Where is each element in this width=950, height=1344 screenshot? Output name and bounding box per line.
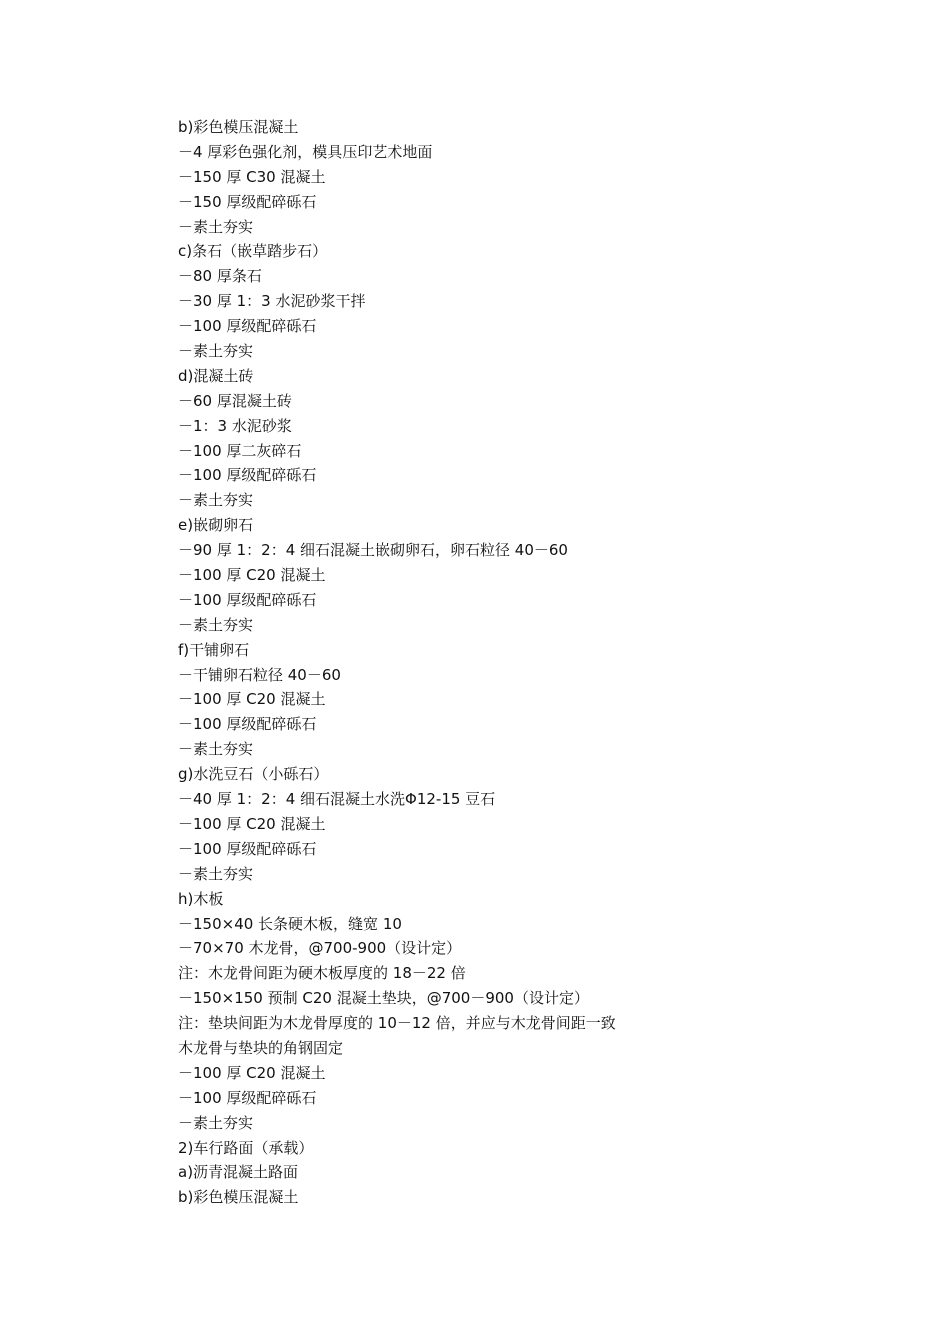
- text-line: e)嵌砌卵石: [178, 516, 254, 535]
- text-line: －150 厚级配碎砾石: [178, 192, 317, 211]
- text-line: －100 厚级配碎砾石: [178, 466, 317, 485]
- text-line: 木龙骨与垫块的角钢固定: [178, 1038, 344, 1057]
- text-line: －素土夯实: [178, 1113, 254, 1132]
- text-line: －100 厚 C20 混凝土: [178, 690, 326, 709]
- text-line: －30 厚 1：3 水泥砂浆干拌: [178, 292, 366, 311]
- text-line: －70×70 木龙骨，@700-900（设计定）: [178, 939, 462, 958]
- text-line: b)彩色模压混凝土: [178, 1188, 299, 1207]
- text-line: f)干铺卵石: [178, 640, 250, 659]
- text-line: －150×150 预制 C20 混凝土垫块，@700－900（设计定）: [178, 989, 589, 1008]
- text-line: －素土夯实: [178, 217, 254, 236]
- text-line: －150×40 长条硬木板，缝宽 10: [178, 914, 402, 933]
- text-line: －100 厚级配碎砾石: [178, 1088, 317, 1107]
- text-line: －60 厚混凝土砖: [178, 391, 292, 410]
- text-line: 注：垫块间距为木龙骨厚度的 10－12 倍，并应与木龙骨间距一致: [178, 1014, 616, 1033]
- text-line: －素土夯实: [178, 615, 254, 634]
- text-line: －80 厚条石: [178, 267, 262, 286]
- text-line: －100 厚 C20 混凝土: [178, 566, 326, 585]
- text-line: －100 厚级配碎砾石: [178, 715, 317, 734]
- text-line: －干铺卵石粒径 40－60: [178, 665, 341, 684]
- text-line: －100 厚二灰碎石: [178, 441, 302, 460]
- text-line: d)混凝土砖: [178, 366, 254, 385]
- text-line: －150 厚 C30 混凝土: [178, 167, 326, 186]
- text-line: －素土夯实: [178, 864, 254, 883]
- text-line: g)水洗豆石（小砾石）: [178, 765, 329, 784]
- text-line: －100 厚 C20 混凝土: [178, 1063, 326, 1082]
- text-line: －100 厚级配碎砾石: [178, 317, 317, 336]
- text-line: a)沥青混凝土路面: [178, 1163, 299, 1182]
- text-line: －4 厚彩色强化剂，模具压印艺术地面: [178, 142, 433, 161]
- text-line: －100 厚级配碎砾石: [178, 839, 317, 858]
- text-line: b)彩色模压混凝土: [178, 118, 299, 136]
- text-line: －素土夯实: [178, 342, 254, 361]
- document-body: [178, 115, 878, 1210]
- text-line: h)木板: [178, 889, 224, 908]
- text-line: c)条石（嵌草踏步石）: [178, 242, 328, 261]
- text-line: －素土夯实: [178, 740, 254, 759]
- text-line: －100 厚级配碎砾石: [178, 590, 317, 609]
- text-line: －40 厚 1：2：4 细石混凝土水洗Φ12-15 豆石: [178, 790, 496, 809]
- text-line: 2)车行路面（承载）: [178, 1138, 314, 1157]
- text-line: －90 厚 1：2：4 细石混凝土嵌砌卵石，卵石粒径 40－60: [178, 541, 568, 560]
- text-line: －1：3 水泥砂浆: [178, 416, 292, 435]
- text-line: －素土夯实: [178, 491, 254, 510]
- text-line: 注：木龙骨间距为硬木板厚度的 18－22 倍: [178, 964, 466, 983]
- text-line: －100 厚 C20 混凝土: [178, 814, 326, 833]
